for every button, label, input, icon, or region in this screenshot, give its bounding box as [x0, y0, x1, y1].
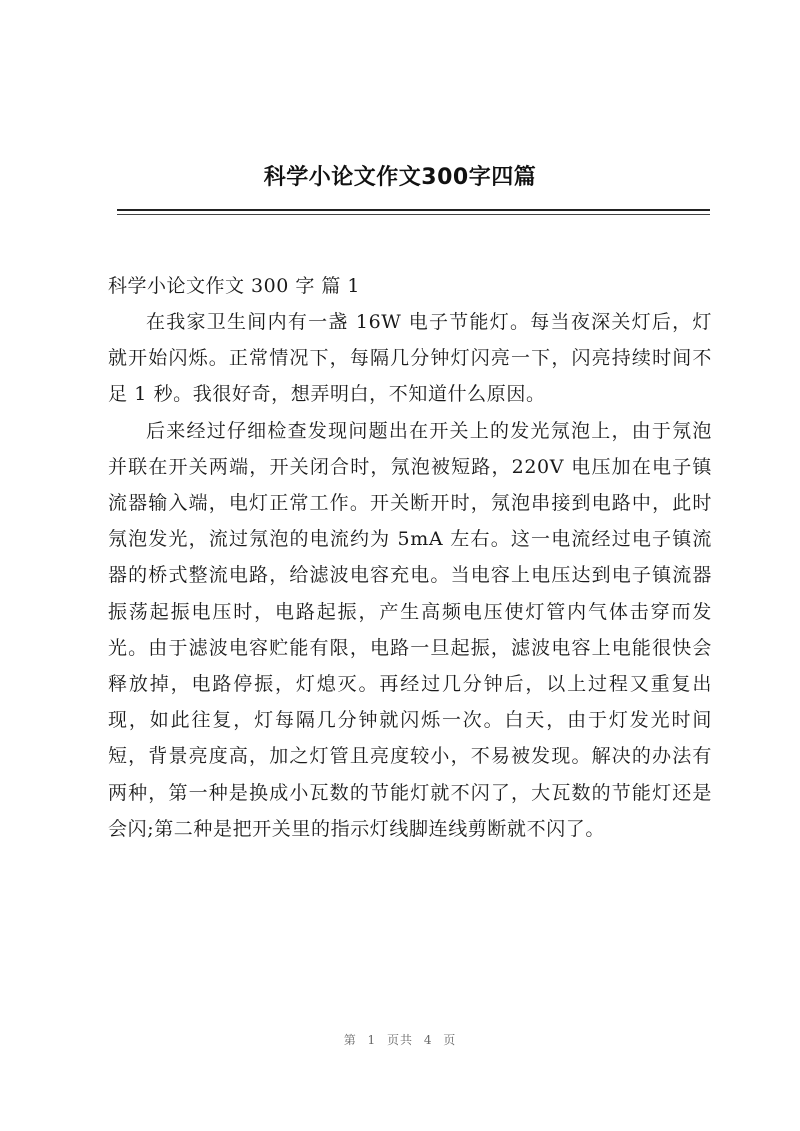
paragraph-1: 在我家卫生间内有一盏 16W 电子节能灯。每当夜深关灯后，灯就开始闪烁。正常情况下，每隔几分钟灯闪亮一下，闪亮持续时间不足 1 秒。我很好奇，想弄明白，不知道什么原因。 — [108, 311, 712, 406]
title-divider-thin — [117, 214, 710, 215]
section-heading: 科学小论文作文 300 字 篇 1 — [108, 275, 361, 297]
title-divider — [117, 209, 710, 211]
paragraph-2: 后来经过仔细检查发现问题出在开关上的发光氖泡上，由于氖泡并联在开关两端，开关闭合时，氖泡被短路，220V 电压加在电子镇流器输入端，电灯正常工作。开关断开时，氖泡串接到电路中，此时氖泡发光，流过氖泡的电流约为 5mA 左右。这一电流经过电子镇流器的桥式整流电路，给滤波电容充电。当电容上电压达到电子镇流器振荡起振电压时，电路起振，产生高频电压使灯管内气体击穿而发光。由于滤波电容贮能有限，电路一旦起振，滤波电容上电能很快会释放掉，电路停振，灯熄灭。再经过几分钟后，以上过程又重复出现，如此往复，灯每隔几分钟就闪烁一次。白天，由于灯发光时间短，背景亮度高，加之灯管且亮度较小，不易被发现。解决的办法有两种，第一种是换成小瓦数的节能灯就不闪了，大瓦数的节能灯还是会闪;第二种是把开关里的指示灯线脚连线剪断就不闪了。 — [108, 419, 712, 840]
document-body — [108, 268, 712, 847]
document-title: 科学小论文作文300字四篇 — [263, 165, 537, 190]
page-number-footer: 第 1 页共 4 页 — [343, 1033, 457, 1047]
